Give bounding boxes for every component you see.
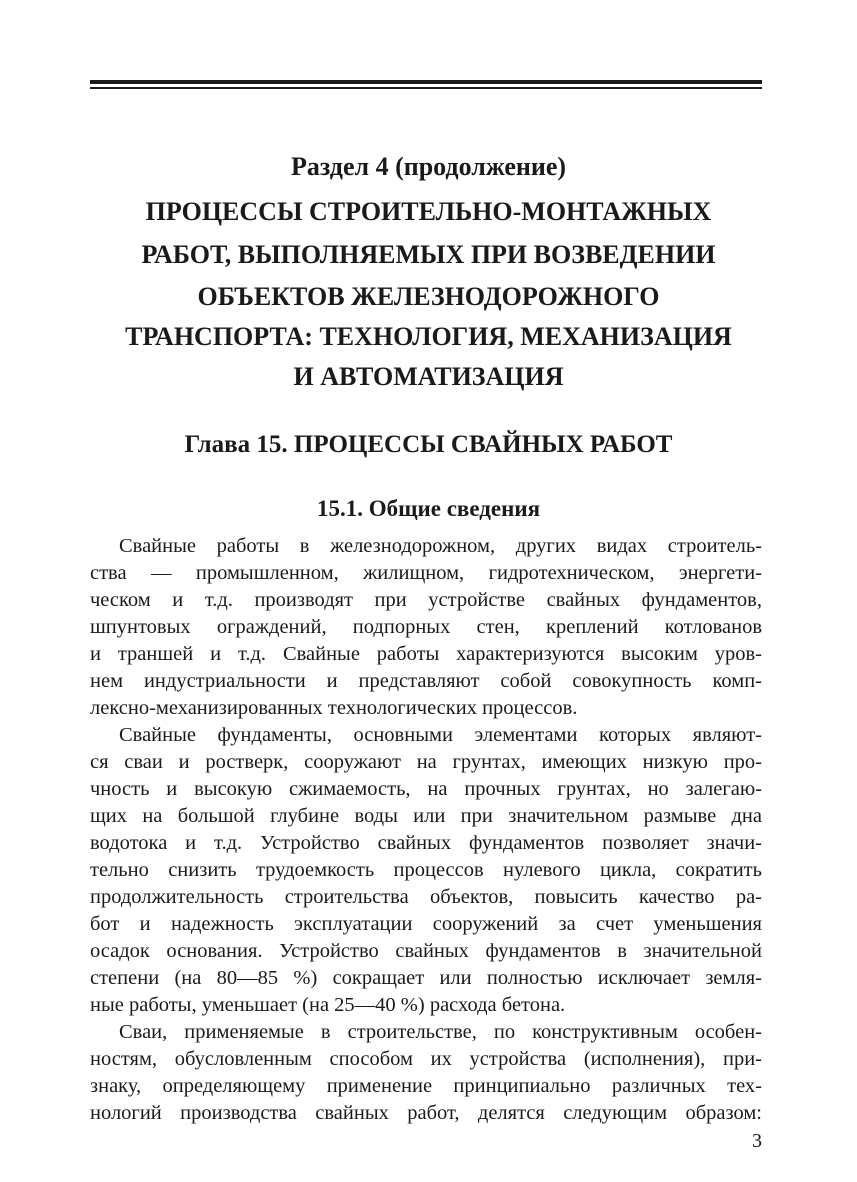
paragraph-line: щих на большой глубине воды или при значительном размыве дна [90,805,762,827]
paragraph-line: ства — промышленном, жилищном, гидротехническом, энергети- [90,562,762,584]
paragraph-line: бот и надежность эксплуатации сооружений за счет уменьшения [90,913,762,935]
paragraph-line: лексно-механизированных технологических процессов. [90,697,578,719]
paragraph-line: и траншей и т.д. Свайные работы характеризуются высоким уров- [90,643,762,665]
paragraph-line: нологий производства свайных работ, делятся следующим образом: [90,1102,762,1124]
subsection-title: 15.1. Общие сведения [316,496,541,521]
section-title-line: ОБЪЕКТОВ ЖЕЛЕЗНОДОРОЖНОГО [197,282,660,311]
page-number: 3 [752,1130,762,1152]
paragraph-line: тельно снизить трудоемкость процессов нулевого цикла, сократить [90,859,762,881]
section-heading: Раздел 4 (продолжение) [290,152,567,181]
paragraph-line: Сваи, применяемые в строительстве, по конструктивным особен- [119,1021,762,1043]
section-title-line: И АВТОМАТИЗАЦИЯ [293,362,564,391]
top-rule-thin [90,87,762,89]
paragraph-line: нем индустриальности и представляют собой совокупность комп- [90,670,762,692]
top-rule-thick [90,80,762,84]
paragraph-line: шпунтовых ограждений, подпорных стен, креплений котлованов [90,616,762,638]
section-title-line: ПРОЦЕССЫ СТРОИТЕЛЬНО-МОНТАЖНЫХ [145,197,712,226]
chapter-title: Глава 15. ПРОЦЕССЫ СВАЙНЫХ РАБОТ [184,431,673,458]
section-title-line: ТРАНСПОРТА: ТЕХНОЛОГИЯ, МЕХАНИЗАЦИЯ [125,322,732,351]
paragraph-line: Свайные фундаменты, основными элементами которых являют- [119,724,762,746]
paragraph-line: ческом и т.д. производят при устройстве свайных фундаментов, [90,589,762,611]
paragraph-line: ностям, обусловленным способом их устройства (исполнения), при- [90,1048,762,1070]
paragraph-line: чность и высокую сжимаемость, на прочных грунтах, но залегаю- [90,778,762,800]
paragraph-line: степени (на 80—85 %) сокращает или полностью исключает земля- [90,967,762,989]
paragraph-line: осадок основания. Устройство свайных фундаментов в значительной [90,940,762,962]
paragraph-line: продолжительность строительства объектов, повысить качество ра- [90,886,762,908]
section-title-line: РАБОТ, ВЫПОЛНЯЕМЫХ ПРИ ВОЗВЕДЕНИИ [141,240,716,269]
paragraph-line: водотока и т.д. Устройство свайных фундаментов позволяет значи- [90,832,762,854]
paragraph-line: ные работы, уменьшает (на 25—40 %) расхода бетона. [90,994,566,1016]
paragraph-line: ся сваи и ростверк, сооружают на грунтах, имеющих низкую про- [90,751,762,773]
paragraph-line: знаку, определяющему применение принципиально различных тех- [90,1075,762,1097]
paragraph-line: Свайные работы в железнодорожном, других видах строитель- [119,535,762,557]
